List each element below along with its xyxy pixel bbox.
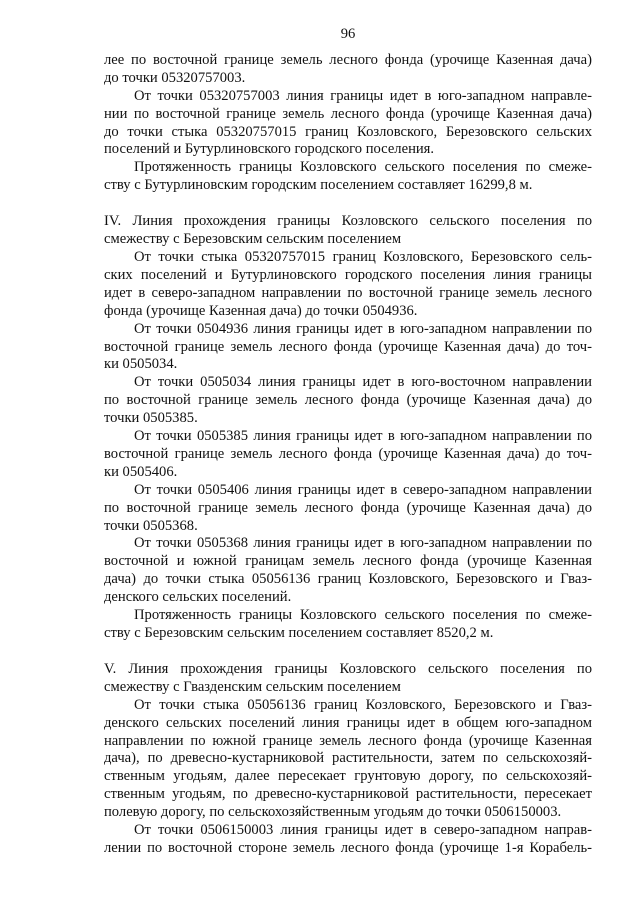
text-line: идет в северо-западном направлении по восточной границе земель лесного bbox=[104, 284, 592, 301]
section-gap bbox=[104, 195, 592, 213]
text-line: нии по восточной границе земель лесного фонда (урочище Казенная дача) bbox=[104, 105, 592, 122]
text-line: по восточной границе земель лесного фонда (урочище Казенная дача) до bbox=[104, 392, 592, 409]
document-page bbox=[104, 26, 592, 858]
text-line: От точки 0505368 линия границы идет в юго-западном направлении по bbox=[134, 535, 592, 552]
paragraph bbox=[104, 607, 592, 643]
text-line: От точки 0505385 линия границы идет в юго-западном направлении по bbox=[134, 428, 592, 445]
text-line: по восточной границе земель лесного фонда (урочище Казенная дача) до bbox=[104, 499, 592, 516]
text-line: От точки 0505034 линия границы идет в юго-восточном направлении bbox=[134, 374, 592, 391]
paragraph bbox=[104, 88, 592, 160]
paragraph bbox=[104, 374, 592, 428]
page-number: 96 bbox=[340, 26, 356, 42]
text-line: От точки 05320757003 линия границы идет в юго-западном направле- bbox=[134, 87, 592, 104]
text-line: От точки 0506150003 линия границы идет в северо-западном направ- bbox=[134, 822, 592, 839]
text-line: От точки стыка 05056136 границ Козловского, Березовского и Гваз- bbox=[134, 696, 592, 713]
paragraph bbox=[104, 535, 592, 607]
text-line: лее по восточной границе земель лесного фонда (урочище Казенная дача) bbox=[104, 51, 592, 68]
section-gap bbox=[104, 643, 592, 661]
text-line: восточной границе земель лесного фонда (урочище Казенная дача) до точ- bbox=[104, 338, 592, 355]
text-line: От точки 0505406 линия границы идет в северо-западном направлении bbox=[134, 481, 592, 498]
text-line: ственным угодьям, по древесно-кустарниковой растительности, пересекает bbox=[104, 786, 592, 803]
paragraph bbox=[104, 249, 592, 321]
text-line: восточной и южной границам земель лесного фонда (урочище Казенная bbox=[104, 553, 592, 570]
text-line: лении по восточной стороне земель лесного фонда (урочище 1-я Корабель- bbox=[104, 839, 592, 856]
text-line: дача), по древесно-кустарниковой растительности, затем по сельскохозяй- bbox=[104, 750, 592, 767]
text-line: точки 0505385. bbox=[104, 410, 198, 427]
text-line: От точки стыка 05320757015 границ Козловского, Березовского сель- bbox=[134, 248, 592, 265]
text-line: смежеству с Березовским сельским поселением bbox=[104, 231, 402, 248]
text-line: смежеству с Гвазденским сельским поселением bbox=[104, 678, 401, 695]
text-line: восточной границе земель лесного фонда (урочище Казенная дача) до точ- bbox=[104, 445, 592, 462]
text-line: направлении по южной границе земель лесного фонда (урочище Казенная bbox=[104, 732, 592, 749]
paragraph bbox=[104, 482, 592, 536]
text-line: ских поселений и Бутурлиновского городского поселения линия границы bbox=[104, 266, 592, 283]
text-line: IV. Линия прохождения границы Козловского сельского поселения по bbox=[104, 213, 592, 230]
text-line: ству с Березовским сельским поселением составляет 8520,2 м. bbox=[104, 625, 494, 641]
text-line: От точки 0504936 линия границы идет в юго-западном направлении по bbox=[134, 320, 592, 337]
text-line: Протяженность границы Козловского сельского поселения по смеже- bbox=[134, 607, 592, 624]
text-line: денского сельских поселений линия границы идет в общем юго-западном bbox=[104, 714, 592, 731]
text-line: точки 0505368. bbox=[104, 517, 198, 534]
text-line: фонда (урочище Казенная дача) до точки 0504936. bbox=[104, 302, 418, 319]
text-line: V. Линия прохождения границы Козловского сельского поселения по bbox=[104, 660, 592, 677]
text-line: до точки 05320757003. bbox=[104, 69, 246, 86]
text-line: ки 0505406. bbox=[104, 463, 178, 480]
text-line: денского сельских поселений. bbox=[104, 589, 292, 606]
paragraph bbox=[104, 159, 592, 195]
text-line: дача) до точки стыка 05056136 границ Козловского, Березовского и Гваз- bbox=[104, 571, 592, 588]
text-line: полевую дорогу, по сельскохозяйственным угодьям до точки 0506150003. bbox=[104, 804, 562, 821]
document-body bbox=[104, 52, 592, 858]
paragraph bbox=[104, 213, 592, 249]
text-line: ки 0505034. bbox=[104, 356, 178, 373]
paragraph bbox=[104, 428, 592, 482]
paragraph bbox=[104, 52, 592, 88]
paragraph bbox=[104, 321, 592, 375]
paragraph bbox=[104, 697, 592, 822]
text-line: до точки стыка 05320757015 границ Козловского, Березовского сельских bbox=[104, 123, 592, 140]
text-line: Протяженность границы Козловского сельского поселения по смеже- bbox=[134, 159, 592, 176]
text-line: ству с Бутурлиновским городским поселением составляет 16299,8 м. bbox=[104, 177, 533, 194]
paragraph bbox=[104, 822, 592, 858]
text-line: поселений и Бутурлиновского городского поселения. bbox=[104, 141, 435, 158]
paragraph bbox=[104, 661, 592, 697]
text-line: ственным угодьям, далее пересекает грунтовую дорогу, по сельскохозяй- bbox=[104, 768, 592, 785]
